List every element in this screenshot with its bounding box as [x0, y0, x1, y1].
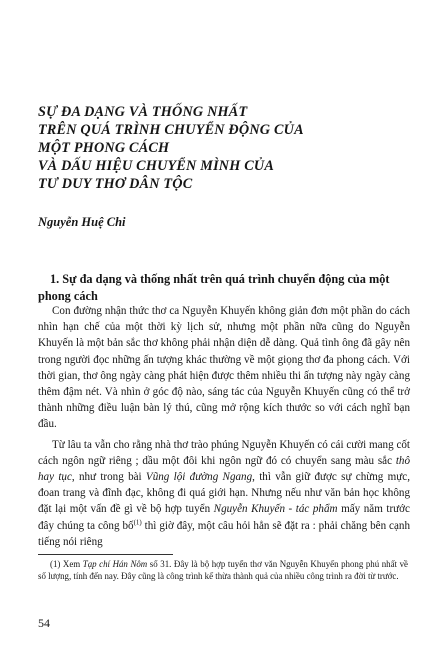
footnote-marker: (1) — [50, 559, 61, 569]
poem-title: Vũng lội đường Ngang — [145, 471, 253, 484]
body-paragraph — [38, 437, 410, 550]
journal-title: Tạp chí Hán Nôm — [82, 559, 148, 569]
italic-phrase: thô hay tục — [38, 454, 410, 484]
footnote-text — [38, 558, 408, 583]
title-line: TƯ DUY THƠ DÂN TỘC — [38, 176, 193, 192]
article-title — [38, 103, 398, 193]
title-line: SỰ ĐA DẠNG VÀ THỐNG NHẤT — [38, 104, 248, 120]
title-line: VÀ DẤU HIỆU CHUYỂN MÌNH CỦA — [38, 158, 274, 174]
article-body — [38, 303, 410, 550]
paragraph-text: , thì vẫn giữ được sự chừng mực, đoan trang và đĩnh đạc, không đi quá giới hạn. Nhưng nếu như văn bản học không đặt lại một vấn đề gì về bộ hợp tuyển — [38, 471, 410, 516]
book-title: Nguyễn Khuyến - tác phẩm — [213, 503, 338, 516]
paragraph-text: thì giờ đây, một câu hỏi hẳn sẽ đặt ra : phải chăng bên cạnh tiếng nói riêng — [38, 519, 410, 548]
footnote-body: số 31. Đây là bộ hợp tuyển thơ văn Nguyễn Khuyến phong phú nhất về số lượng, tính đến nay. Đây cũng là công trình kế thừa thành quả của nhiều công trình ra đời từ trước. — [38, 559, 408, 582]
author-name: Nguyễn Huệ Chi — [38, 215, 126, 229]
title-line: TRÊN QUÁ TRÌNH CHUYỂN ĐỘNG CỦA — [38, 122, 304, 138]
paragraph-text: , như trong bài — [71, 471, 146, 484]
footnote-reference[interactable]: (1) — [133, 517, 142, 526]
page-number: 54 — [38, 616, 50, 630]
paragraph-text: Từ lâu ta vẫn cho rằng nhà thơ trào phúng Nguyễn Khuyến có cái cười mang cốt cách ngôn ngữ riêng ; dầu một đôi khi ngôn ngữ đó có chuyển sang màu sắc — [38, 438, 410, 467]
paragraph-text: mấy năm trước đây chúng ta công bố — [38, 503, 410, 532]
section-heading-line: phong cách — [38, 289, 98, 303]
body-paragraph: Con đường nhận thức thơ ca Nguyễn Khuyến không giản đơn một phần do cách nhìn hạn chế của một thời kỳ lịch sử, nhưng một phần nữa cũng do Nguyễn Khuyến là một bản sắc thơ không phải nhận diện dễ dàng. Quả tình ông đã gây nên trong người đọc những ấn tượng khác thường về một giọng thơ đa phong cách. Với thời gian, thơ ông ngày càng phát hiện được thêm nhiều thi ấn tượng này ngày càng thêm đậm nét. Và nhìn ở góc độ nào, sáng tác của Nguyễn Khuyến cũng có thể trở thành những điều luận bàn lý thú, cũng mở rộng kích thước so với cách nghĩ bạn đầu. — [38, 305, 410, 431]
section-heading-line: 1. Sự đa dạng và thống nhất trên quá trình chuyển động của một — [50, 272, 390, 286]
footnote-divider — [38, 554, 173, 555]
title-line: MỘT PHONG CÁCH — [38, 140, 170, 156]
footnote-prefix: Xem — [60, 559, 83, 569]
section-heading — [38, 271, 408, 305]
footnote — [38, 558, 408, 583]
